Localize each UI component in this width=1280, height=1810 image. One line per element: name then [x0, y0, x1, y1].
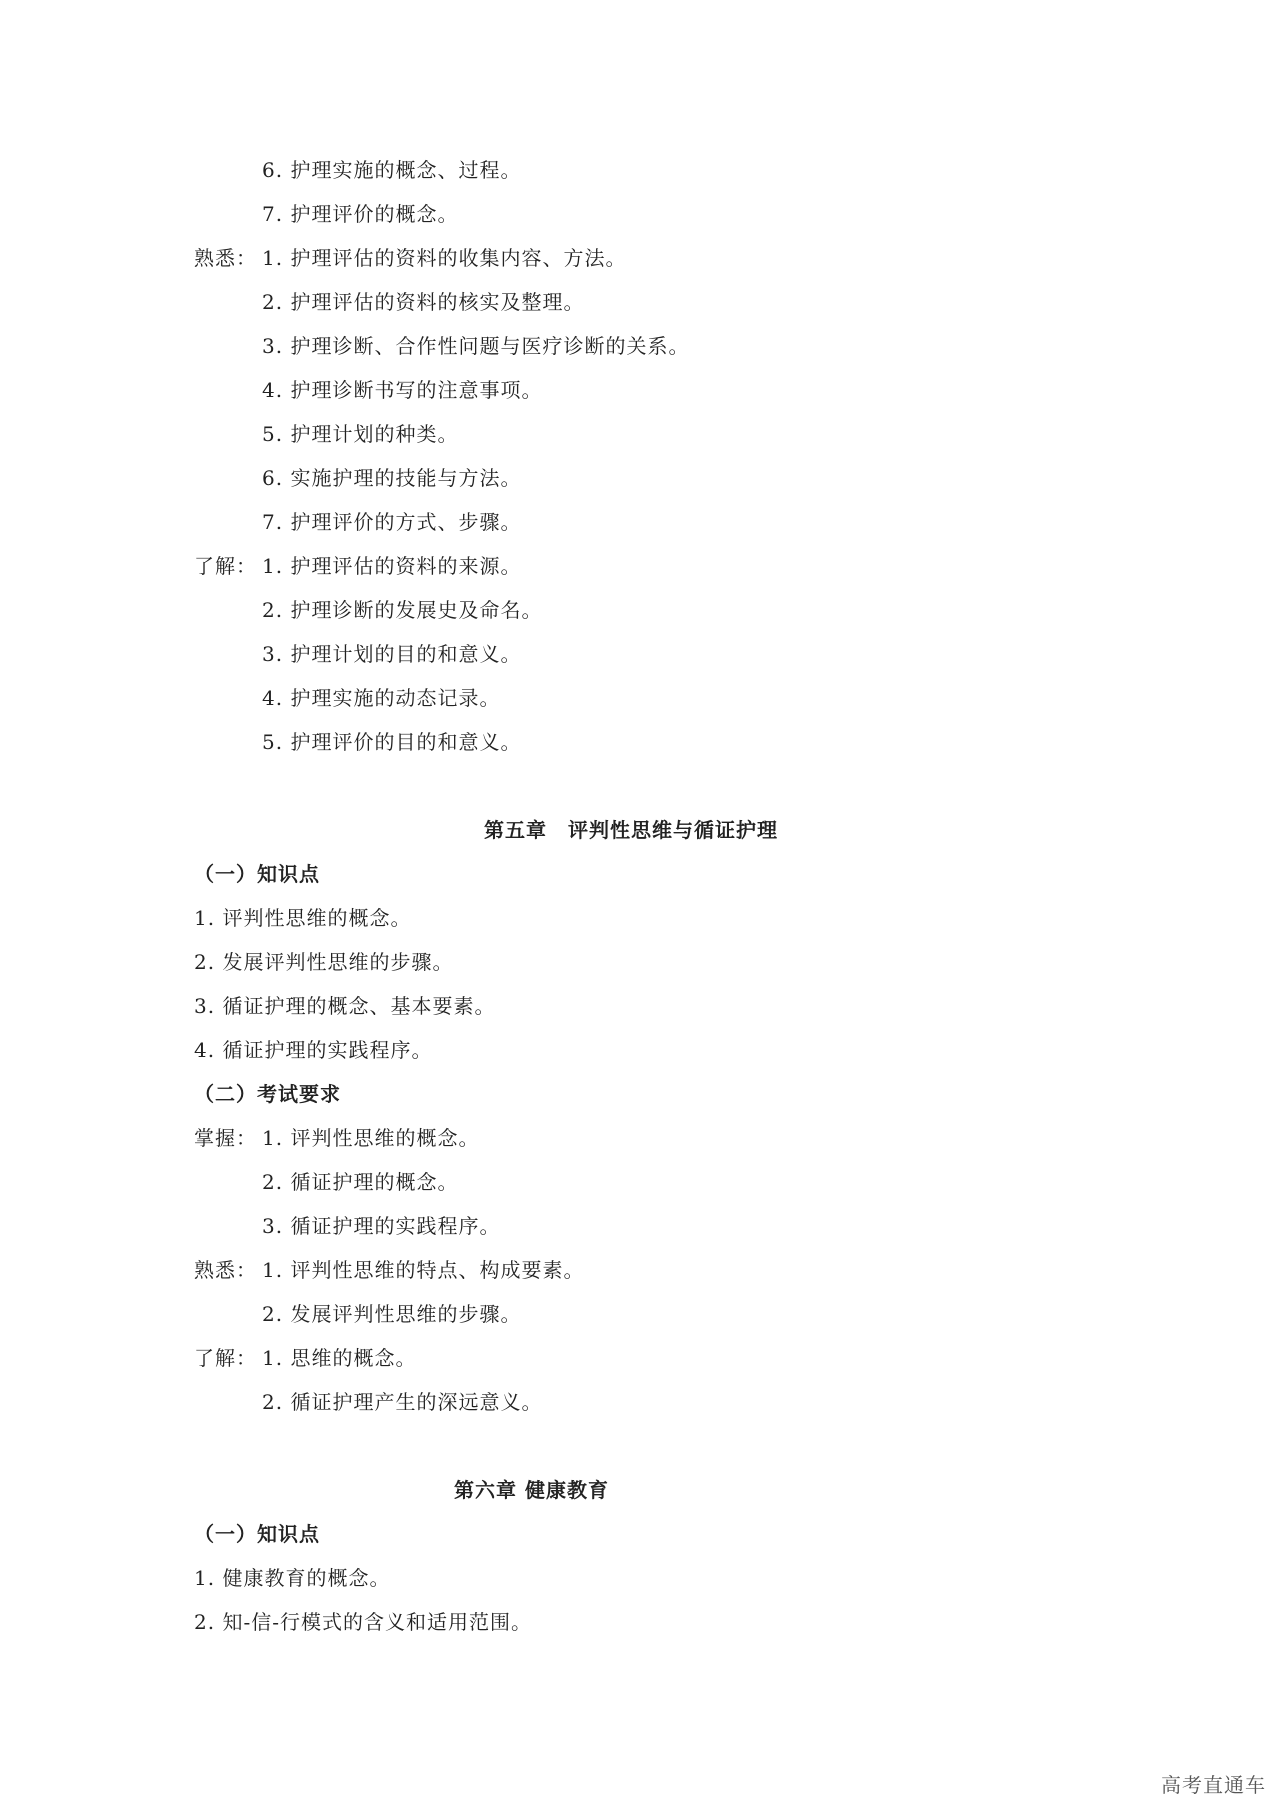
list-item: 6. 护理实施的概念、过程。 — [262, 158, 522, 182]
list-item: 1. 思维的概念。 — [262, 1346, 417, 1370]
familiar-label: 熟悉： — [194, 246, 257, 270]
list-item: 2. 发展评判性思维的步骤。 — [194, 950, 454, 974]
list-item: 2. 循证护理的概念。 — [262, 1170, 459, 1194]
section-heading: （一）知识点 — [194, 1522, 320, 1546]
list-item: 5. 护理评价的目的和意义。 — [262, 730, 522, 754]
chapter-title: 第六章 健康教育 — [454, 1478, 609, 1502]
list-item: 1. 评判性思维的概念。 — [262, 1126, 480, 1150]
list-item: 2. 护理评估的资料的核实及整理。 — [262, 290, 585, 314]
list-item: 3. 循证护理的概念、基本要素。 — [194, 994, 496, 1018]
list-item: 4. 循证护理的实践程序。 — [194, 1038, 433, 1062]
list-item: 2. 发展评判性思维的步骤。 — [262, 1302, 522, 1326]
list-item: 7. 护理评价的概念。 — [262, 202, 459, 226]
section-heading: （二）考试要求 — [194, 1082, 341, 1106]
list-item: 7. 护理评价的方式、步骤。 — [262, 510, 522, 534]
list-item: 1. 评判性思维的特点、构成要素。 — [262, 1258, 585, 1282]
familiar-label: 熟悉： — [194, 1258, 257, 1282]
master-label: 掌握： — [194, 1126, 257, 1150]
list-item: 1. 护理评估的资料的来源。 — [262, 554, 522, 578]
section-heading: （一）知识点 — [194, 862, 320, 886]
list-item: 2. 循证护理产生的深远意义。 — [262, 1390, 543, 1414]
list-item: 5. 护理计划的种类。 — [262, 422, 459, 446]
list-item: 3. 护理诊断、合作性问题与医疗诊断的关系。 — [262, 334, 690, 358]
watermark: 高考直通车 — [1161, 1773, 1266, 1797]
list-item: 1. 健康教育的概念。 — [194, 1566, 391, 1590]
list-item: 2. 知-信-行模式的含义和适用范围。 — [194, 1610, 532, 1634]
list-item: 1. 评判性思维的概念。 — [194, 906, 412, 930]
list-item: 3. 循证护理的实践程序。 — [262, 1214, 501, 1238]
list-item: 1. 护理评估的资料的收集内容、方法。 — [262, 246, 627, 270]
list-item: 4. 护理诊断书写的注意事项。 — [262, 378, 543, 402]
list-item: 4. 护理实施的动态记录。 — [262, 686, 501, 710]
list-item: 6. 实施护理的技能与方法。 — [262, 466, 522, 490]
list-item: 3. 护理计划的目的和意义。 — [262, 642, 522, 666]
understand-label: 了解： — [194, 1346, 257, 1370]
understand-label: 了解： — [194, 554, 257, 578]
chapter-title: 第五章 评判性思维与循证护理 — [484, 818, 778, 842]
list-item: 2. 护理诊断的发展史及命名。 — [262, 598, 543, 622]
